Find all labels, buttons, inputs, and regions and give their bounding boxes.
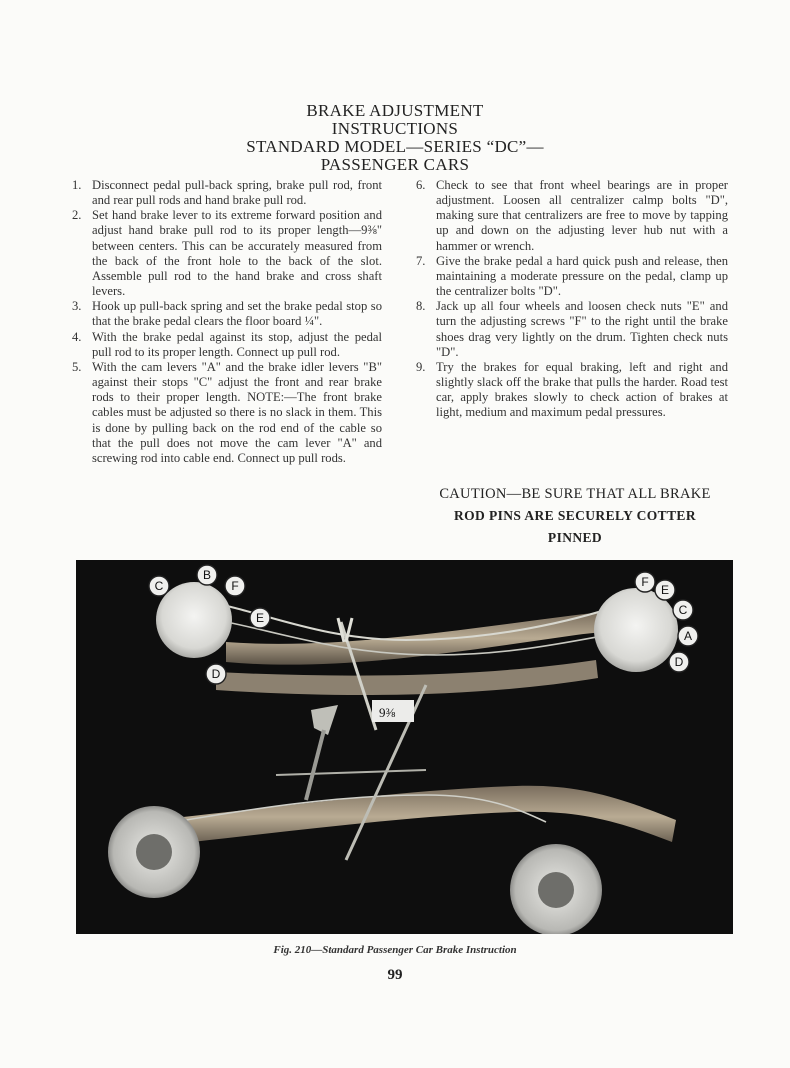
instructions-left-column <box>72 178 382 466</box>
marker-e-label: E <box>255 611 265 625</box>
caution-line-1: CAUTION—BE SURE THAT ALL BRAKE <box>439 486 711 502</box>
dimension-label: 9⅜ <box>379 705 396 720</box>
marker-a-label: A <box>683 629 693 643</box>
title-line-3: STANDARD MODEL—SERIES “DC”— <box>246 137 544 156</box>
instruction-text: Give the brake pedal a hard quick push and release, then maintaining a moderate pressure on the pedal, clamp up the centralizer bolts "D". <box>436 253 728 299</box>
instruction-text: Hook up pull-back spring and set the brake pedal stop so that the brake pedal clears the floor board ¼". <box>92 299 382 329</box>
front-brake-drum <box>156 582 232 658</box>
marker-f-label: F <box>641 575 649 589</box>
instruction-text: With the brake pedal against its stop, adjust the pedal pull rod to its proper length. Connect up pull rod. <box>92 329 382 359</box>
instruction-number: 1. <box>72 178 82 192</box>
instruction-text: Try the brakes for equal braking, left and right and slightly slack off the brake that pulls the harder. Road test car, apply brakes slowly to check action of brakes at light, medium and maximum pedal pressures. <box>436 359 728 420</box>
page-title <box>0 102 790 174</box>
marker-b-label: B <box>202 568 212 582</box>
title-line-2: INSTRUCTIONS <box>331 119 459 138</box>
page-number: 99 <box>387 967 403 983</box>
instruction-number: 9. <box>416 359 426 374</box>
instruction-text: Disconnect pedal pull-back spring, brake pull rod, front and rear pull rods and hand brake pull rod. <box>92 178 382 208</box>
instruction-text: Check to see that front wheel bearings are in proper adjustment. Loosen all centralizer calmp bolts "D", making sure that centralizers are free to move by tapping up and down on the adjusting lever hub nut with a hammer or wrench. <box>436 178 728 253</box>
instruction-item <box>416 299 728 360</box>
instruction-text: With the cam levers "A" and the brake idler levers "B" against their stops "C" adjust the front and rear brake rods to their proper length. NOTE:—The front brake cables must be adjusted so there is no slack in them. This is done by pulling back on the rod end of the cable so that the pull does not move the cam lever "A" and screwing rod into cable end. Connect up pull rods. <box>92 359 382 465</box>
figure-caption: Fig. 210—Standard Passenger Car Brake Instruction <box>273 944 517 956</box>
instruction-text: Jack up all four wheels and loosen check nuts "E" and turn the adjusting screws "F" to the right until the brake shoes drag very lightly on the drum. Tighten check nuts "D". <box>436 299 728 359</box>
instruction-item <box>416 254 728 299</box>
instruction-number: 2. <box>72 208 82 223</box>
brake-system-illustration <box>76 560 733 934</box>
wheel-hub <box>538 872 574 908</box>
wheel-hub <box>136 834 172 870</box>
instruction-number: 7. <box>416 253 426 268</box>
instruction-item <box>72 299 382 329</box>
instruction-number: 6. <box>416 178 426 192</box>
caution-line-2: ROD PINS ARE SECURELY COTTER <box>453 508 696 523</box>
instruction-item <box>72 208 382 299</box>
instruction-item <box>416 178 728 254</box>
caution-notice <box>410 484 740 549</box>
marker-e-label: E <box>660 583 670 597</box>
instruction-text: Set hand brake lever to its extreme forward position and adjust hand brake pull rod to its proper length—9⅜" between centers. This can be accurately measured from the back of the front hole to the back of the slot. Assemble pull rod to the hand brake and cross shaft levers. <box>92 208 382 299</box>
marker-f-label: F <box>231 579 239 593</box>
instruction-number: 8. <box>416 299 426 314</box>
instructions-right-column <box>416 178 728 421</box>
marker-c-label: C <box>678 603 688 617</box>
instruction-item <box>72 330 382 360</box>
brake-system-photo <box>76 560 733 934</box>
instruction-item <box>72 178 382 208</box>
instruction-number: 4. <box>72 329 82 344</box>
instruction-number: 3. <box>72 299 82 314</box>
instruction-item <box>416 360 728 421</box>
instruction-number: 5. <box>72 359 82 374</box>
instruction-item <box>72 360 382 466</box>
title-line-1: BRAKE ADJUSTMENT <box>306 101 484 120</box>
marker-d-label: D <box>674 655 684 669</box>
caution-line-3: PINNED <box>547 530 603 545</box>
marker-d-label: D <box>211 667 221 681</box>
marker-c-label: C <box>154 579 164 593</box>
title-line-4: PASSENGER CARS <box>320 155 470 174</box>
